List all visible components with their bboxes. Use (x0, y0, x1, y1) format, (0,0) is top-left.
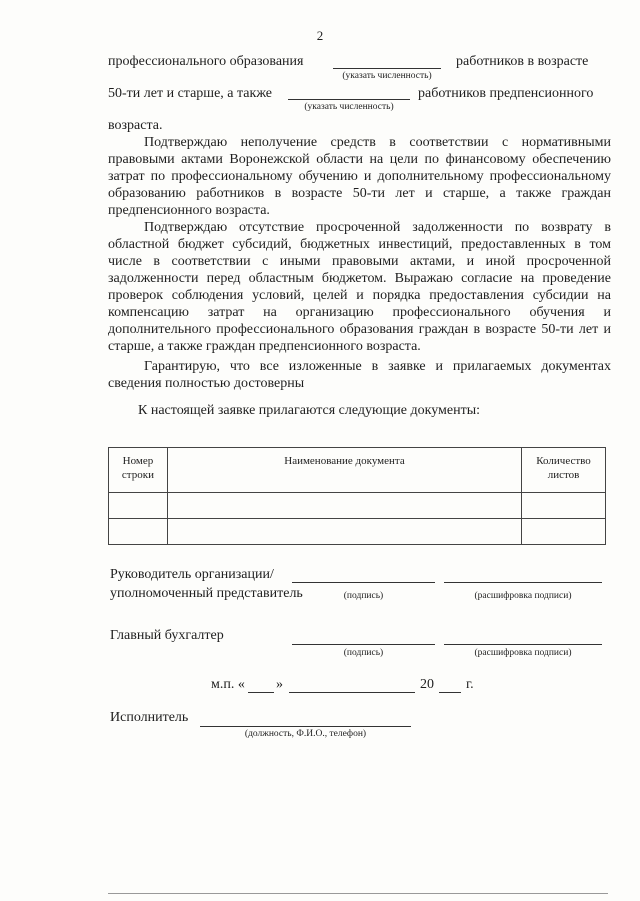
accountant-title: Главный бухгалтер (110, 628, 224, 643)
documents-table (108, 447, 606, 545)
head-title-line2: уполномоченный представитель (110, 586, 303, 601)
intro-line2-start: 50-ти лет и старше, а также (108, 86, 273, 101)
intro-line3: возраста. (108, 118, 163, 133)
head-decode-line[interactable] (444, 582, 602, 583)
executor-line[interactable] (200, 726, 411, 727)
accountant-decode-line[interactable] (444, 644, 602, 645)
table-header-row (109, 448, 606, 493)
intro-line1-start: профессионального образования (108, 54, 304, 69)
date-year-blank[interactable] (439, 692, 461, 693)
stamp-year-prefix: 20 (420, 677, 434, 692)
table-cell[interactable] (167, 519, 521, 545)
accountant-signature-line[interactable] (292, 644, 435, 645)
header-sheet-count: Количество листов (522, 448, 606, 493)
date-month-blank[interactable] (289, 692, 415, 693)
count-caption-2: (указать численность) (304, 102, 394, 112)
table-cell[interactable] (109, 493, 168, 519)
documents-label: К настоящей заявке прилагаются следующие документы: (138, 403, 480, 418)
table-cell[interactable] (522, 493, 606, 519)
count-blank-2[interactable] (288, 99, 410, 100)
table-row (109, 519, 606, 545)
executor-title: Исполнитель (110, 710, 189, 725)
accountant-signature-caption: (подпись) (343, 648, 384, 658)
intro-line1-end: работников в возрасте (456, 54, 589, 69)
intro-line2-end: работников предпенсионного (418, 86, 594, 101)
page-number: 2 (316, 28, 324, 43)
table-row (109, 493, 606, 519)
stamp-year-suffix: г. (466, 677, 474, 692)
executor-caption: (должность, Ф.И.О., телефон) (244, 729, 367, 739)
head-signature-caption: (подпись) (343, 591, 384, 601)
head-title-line1: Руководитель организации/ (110, 567, 274, 582)
stamp-quote-close: » (276, 677, 283, 692)
stamp-prefix: м.п. « (211, 677, 245, 692)
table-cell[interactable] (167, 493, 521, 519)
head-decode-caption: (расшифровка подписи) (474, 591, 572, 601)
paragraph-no-debt: Подтверждаю отсутствие просроченной задолженности по возврату в областной бюджет субсидий, бюджетных инвестиций, предоставленных в том числе в соответствии с иными правовыми актами, и иной просроченной задолженности перед областным бюджетом. Выражаю согласие на проведение проверок соблюдения условий, целей и порядка предоставления субсидии на компенсацию затрат на организацию профессионального обучения и дополнительного профессионального образования граждан в возрасте 50-ти лет и старше, а также граждан предпенсионного возраста. (108, 220, 611, 354)
table-cell[interactable] (109, 519, 168, 545)
table-cell[interactable] (522, 519, 606, 545)
page-bottom-edge (108, 893, 608, 894)
accountant-decode-caption: (расшифровка подписи) (474, 648, 572, 658)
count-caption-1: (указать численность) (342, 71, 432, 81)
header-row-number: Номер строки (109, 448, 168, 493)
count-blank-1[interactable] (333, 68, 441, 69)
header-document-name: Наименование документа (167, 448, 521, 493)
head-signature-line[interactable] (292, 582, 435, 583)
date-day-blank[interactable] (248, 692, 274, 693)
paragraph-non-receipt: Подтверждаю неполучение средств в соответствии с нормативными правовыми актами Воронежской области на цели по финансовому обеспечению затрат по профессиональному обучению и дополнительному профессиональному образованию работников в возрасте 50-ти лет и старше, а также граждан предпенсионного возраста. (108, 135, 611, 218)
paragraph-guarantee: Гарантирую, что все изложенные в заявке и прилагаемых документах сведения полностью достоверны (108, 359, 611, 391)
